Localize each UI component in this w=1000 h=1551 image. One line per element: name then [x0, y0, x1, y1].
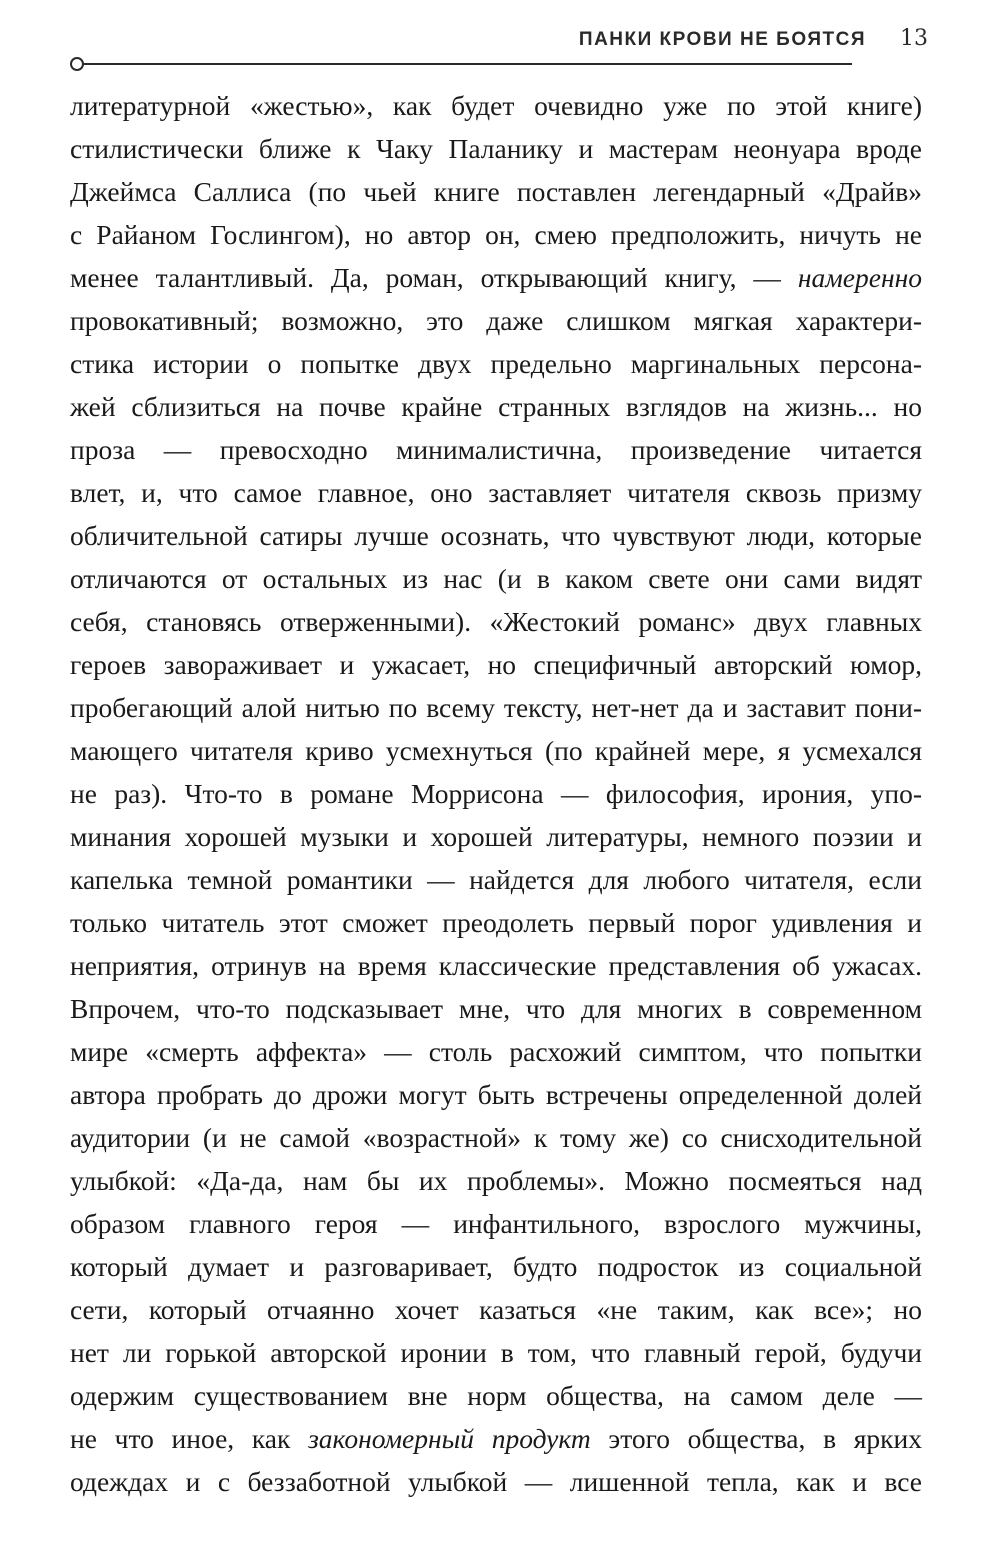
text-segment: с Райаном Гослингом), но автор он, смею предположить, ничуть не — [70, 219, 922, 250]
text-line — [70, 987, 922, 1030]
text-segment: не раз). Что-то в романе Моррисона — философия, ирония, упо- — [70, 778, 922, 809]
text-line — [70, 127, 922, 170]
text-line — [70, 299, 922, 342]
text-line — [70, 1374, 922, 1417]
text-segment: одеждах и с беззаботной улыбкой — лишенной тепла, как и все — [70, 1466, 922, 1497]
text-segment: пробегающий алой нитью по всему тексту, нет-нет да и заставит пони- — [70, 692, 922, 723]
text-segment: отличаются от остальных из нас (и в каком свете они сами видят — [70, 563, 922, 594]
text-segment: провокативный; возможно, это даже слишком мягкая характери- — [70, 305, 922, 336]
text-segment: влет, и, что самое главное, оно заставляет читателя сквозь призму — [70, 477, 922, 508]
page-number: 13 — [900, 26, 928, 51]
text-segment: сети, который отчаянно хочет казаться «не таким, как все»; но — [70, 1294, 922, 1325]
text-line — [70, 600, 922, 643]
text-line — [70, 1245, 922, 1288]
text-line — [70, 428, 922, 471]
text-segment: жей сблизиться на почве крайне странных взглядов на жизнь... но — [70, 391, 922, 422]
running-head — [579, 26, 928, 51]
text-line — [70, 815, 922, 858]
text-segment: проза — превосходно минималистична, произведение читается — [70, 434, 922, 465]
text-segment: только читатель этот сможет преодолеть первый порог удивления и — [70, 907, 922, 938]
text-line — [70, 1159, 922, 1202]
text-segment: мающего читателя криво усмехнуться (по крайней мере, я усмехался — [70, 735, 922, 766]
text-line — [70, 1202, 922, 1245]
text-line — [70, 170, 922, 213]
header-rule-dot — [70, 57, 84, 71]
text-line — [70, 729, 922, 772]
italic-text-segment: намеренно — [797, 262, 922, 293]
text-line — [70, 1460, 922, 1503]
body-text — [70, 84, 922, 1503]
text-segment: героев завораживает и ужасает, но специфичный авторский юмор, — [70, 649, 922, 680]
text-line — [70, 385, 922, 428]
text-segment: мире «смерть аффекта» — столь расхожий симптом, что попытки — [70, 1036, 922, 1067]
text-segment: этого общества, в ярких — [590, 1423, 922, 1454]
text-line — [70, 901, 922, 944]
text-line — [70, 1331, 922, 1374]
text-segment: который думает и разговаривает, будто подросток из социальной — [70, 1251, 922, 1282]
text-line — [70, 1030, 922, 1073]
text-line — [70, 471, 922, 514]
text-segment: образом главного героя — инфантильного, взрослого мужчины, — [70, 1208, 922, 1239]
header-rule — [80, 63, 852, 65]
text-line — [70, 643, 922, 686]
text-segment: минания хорошей музыки и хорошей литературы, немного поэзии и — [70, 821, 922, 852]
text-line — [70, 84, 922, 127]
text-segment: обличительной сатиры лучше осознать, что чувствуют люди, которые — [70, 520, 922, 551]
text-segment: менее талантливый. Да, роман, открывающий книгу, — — [70, 262, 798, 293]
text-segment: автора пробрать до дрожи могут быть встречены определенной долей — [70, 1079, 922, 1110]
running-title: ПАНКИ КРОВИ НЕ БОЯТСЯ — [578, 29, 866, 50]
italic-text-segment: закономерный продукт — [308, 1423, 591, 1454]
text-line — [70, 557, 922, 600]
text-segment: нет ли горькой авторской иронии в том, что главный герой, будучи — [70, 1337, 922, 1368]
text-line — [70, 342, 922, 385]
text-line — [70, 1417, 922, 1460]
text-segment: стика истории о попытке двух предельно маргинальных персона- — [70, 348, 922, 379]
text-line — [70, 256, 922, 299]
text-line — [70, 1073, 922, 1116]
text-segment: аудитории (и не самой «возрастной» к тому же) со снисходительной — [70, 1122, 922, 1153]
text-line — [70, 944, 922, 987]
text-line — [70, 686, 922, 729]
text-segment: себя, становясь отверженными). «Жестокий романс» двух главных — [70, 606, 922, 637]
text-line — [70, 514, 922, 557]
text-segment: улыбкой: «Да-да, нам бы их проблемы». Можно посмеяться над — [70, 1165, 922, 1196]
text-segment: Джеймса Саллиса (по чьей книге поставлен легендарный «Драйв» — [70, 176, 922, 207]
text-line — [70, 858, 922, 901]
text-segment: Впрочем, что-то подсказывает мне, что для многих в современном — [70, 993, 922, 1024]
text-segment: одержим существованием вне норм общества, на самом деле — — [70, 1380, 922, 1411]
text-line — [70, 772, 922, 815]
text-segment: не что иное, как — [70, 1423, 309, 1454]
text-segment: неприятия, отринув на время классические представления об ужасах. — [70, 950, 922, 981]
text-segment: литературной «жестью», как будет очевидно уже по этой книге) — [70, 90, 922, 121]
text-line — [70, 213, 922, 256]
text-segment: стилистически ближе к Чаку Паланику и мастерам неонуара вроде — [70, 133, 922, 164]
text-segment: капелька темной романтики — найдется для любого читателя, если — [70, 864, 922, 895]
text-line — [70, 1116, 922, 1159]
text-line — [70, 1288, 922, 1331]
